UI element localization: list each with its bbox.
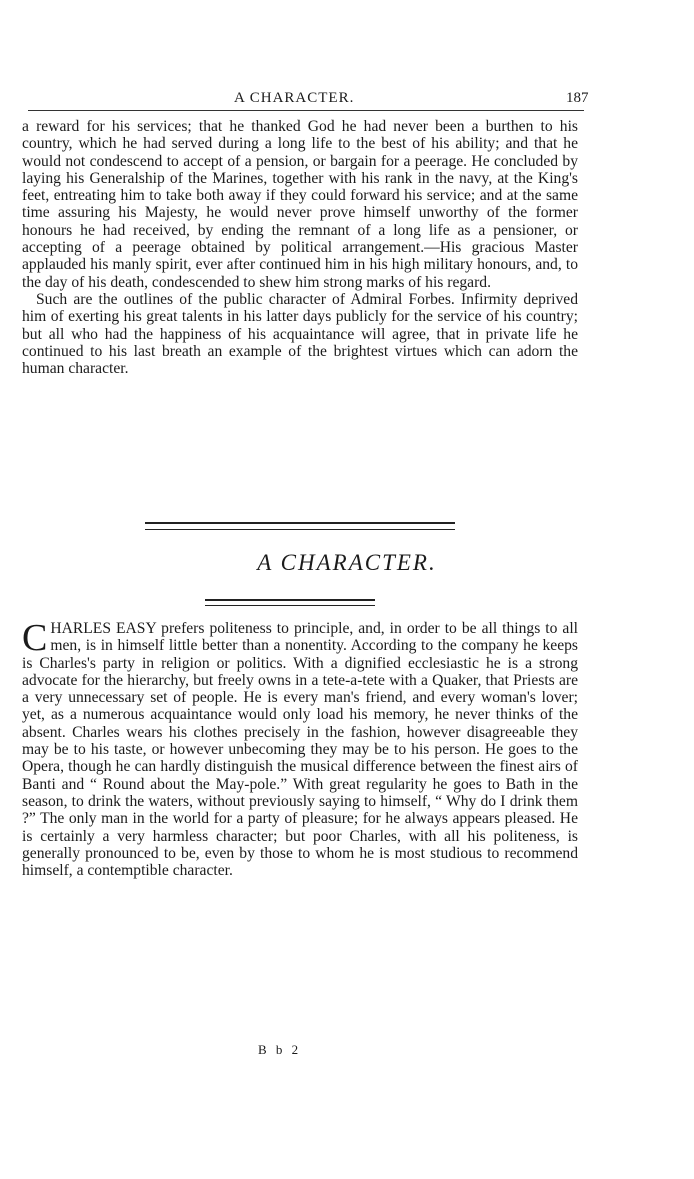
header-rule [28, 110, 584, 111]
running-title: A CHARACTER. [234, 90, 355, 106]
paragraph [22, 617, 578, 880]
paragraph: a reward for his services; that he thanked God he had never been a burthen to his country, which he had served during a long life to the best of his ability; and that he would not condescend to accept of a pension, or bargain for a peerage. He concluded by laying his Generalship of the Marines, together with his rank in the navy, at the King's feet, entreating him to take both away if they could forward his service; and at the same time assuring his Majesty, he would never prove himself unworthy of the former honours he had received, by ending the remnant of a long life as a pensioner, or accepting of a peerage obtained by political arrangement.—His gracious Master applauded his manly spirit, ever after continued him in his high military honours, and, to the day of his death, condescended to shew him strong marks of his regard. [22, 118, 578, 291]
section-divider [145, 522, 455, 530]
drop-cap: C [22, 617, 48, 659]
article-title: A CHARACTER. [257, 550, 437, 575]
previous-article-text [22, 118, 578, 377]
article-body: HARLES EASY prefers politeness to principle, and, in order to be all things to all men, is in himself little better than a nonentity. According to the company he keeps is Charles's party in religion or politics. With a dignified ecclesiastic he is a strong advocate for the hierarchy, but freely owns in a tete-a-tete with a Quaker, that Priests are a very unnecessary set of people. He is every man's friend, and every woman's lover; yet, as a numerous acquaintance would only load his memory, he never thinks of the absent. Charles wears his clothes precisely in the fashion, however disagreeable they may be to his taste, or however unbecoming they may be to his person. He goes to the Opera, though he can hardly distinguish the musical difference between the finest airs of Banti and “ Round about the May-pole.” With great regularity he goes to Bath in the season, to drink the waters, without previously saying to himself, “ Why do I drink them ?” The only man in the world for a party of pleasure; for he always appears pleased. He is certainly a very harmless character; but poor Charles, with all his politeness, is generally pronounced to be, even by those to whom he is most studious to recommend himself, a contemptible character. [22, 620, 578, 880]
running-head [0, 90, 694, 110]
article-text [22, 617, 578, 880]
page-number: 187 [566, 90, 589, 106]
paragraph: Such are the outlines of the public character of Admiral Forbes. Infirmity deprived him of exerting his great talents in his latter days publicly for the service of his country; but all who had the happiness of his acquaintance will agree, that in private life he continued to his last breath an example of the brightest virtues which can adorn the human character. [22, 290, 578, 378]
title-underline [205, 599, 375, 606]
signature-mark: B b 2 [258, 1042, 302, 1057]
